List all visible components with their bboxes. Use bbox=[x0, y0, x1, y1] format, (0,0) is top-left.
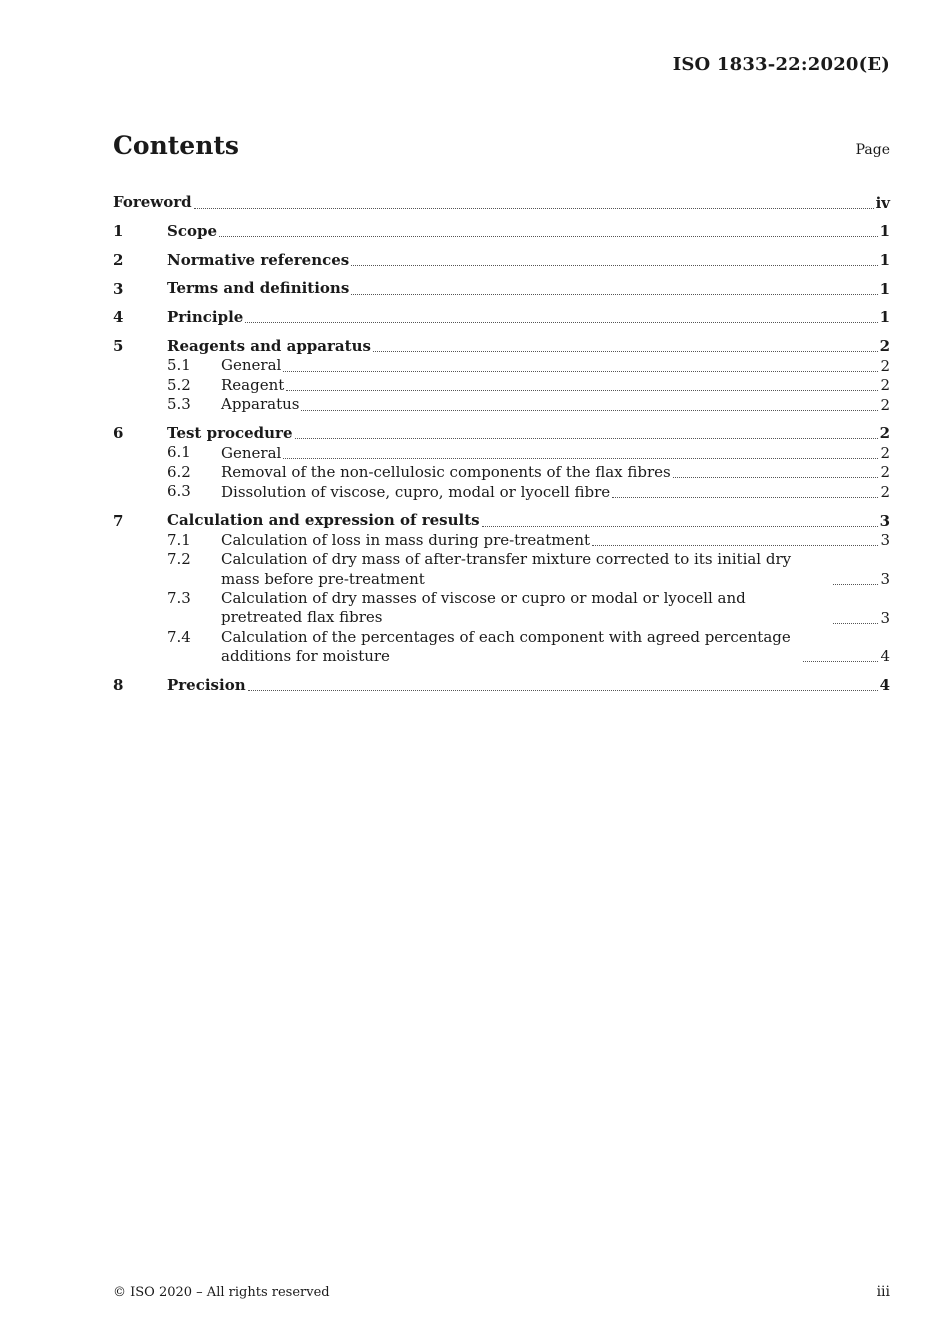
toc-entry-page: 4 bbox=[880, 647, 890, 666]
toc-entry-number: 7 bbox=[113, 511, 124, 530]
toc-entry-foreword[interactable] bbox=[113, 184, 890, 213]
toc-entry-title: Terms and definitions bbox=[167, 279, 350, 298]
toc-entry-page: 2 bbox=[880, 463, 890, 482]
toc-entry-test-procedure[interactable] bbox=[113, 415, 890, 444]
toc-entry-page: 2 bbox=[880, 395, 890, 414]
toc-entry-title: Calculation of dry masses of viscose or cupro or modal or lyocell and pretreated flax fibres bbox=[221, 589, 746, 627]
toc-entry-title: Calculation of loss in mass during pre-treatment bbox=[221, 530, 591, 549]
toc-entry-title: Principle bbox=[167, 308, 244, 327]
toc-entry-number: 5.1 bbox=[167, 356, 191, 375]
toc-entry-number: 7.1 bbox=[167, 530, 191, 549]
document-id: ISO 1833-22:2020(E) bbox=[672, 54, 890, 75]
toc-entry-page: 1 bbox=[879, 308, 890, 327]
toc-entry-number: 5.3 bbox=[167, 395, 191, 414]
toc-entry-page: 2 bbox=[880, 376, 890, 395]
toc-entry-title: Scope bbox=[167, 222, 218, 241]
dot-leader bbox=[351, 265, 877, 266]
dot-leader bbox=[592, 545, 878, 546]
toc-subentry-loss-in-mass[interactable] bbox=[113, 531, 890, 551]
toc-entry-page: 3 bbox=[880, 531, 890, 549]
dot-leader bbox=[245, 322, 877, 323]
toc-entry-page: 2 bbox=[879, 424, 890, 443]
dot-leader bbox=[194, 208, 874, 209]
toc-entry-calculation-and-expression[interactable] bbox=[113, 502, 890, 531]
dot-leader bbox=[219, 236, 878, 237]
toc-subentry-apparatus[interactable] bbox=[113, 395, 890, 415]
toc-entry-number: 6.2 bbox=[167, 462, 191, 481]
toc-entry-number: 2 bbox=[113, 251, 124, 270]
toc-entry-title: Removal of the non-cellulosic components of the flax fibres bbox=[221, 463, 671, 482]
page-title: Contents bbox=[113, 131, 240, 160]
toc-subentry-removal[interactable] bbox=[113, 463, 890, 483]
toc-entry-number: 6 bbox=[113, 424, 124, 443]
toc-entry-title: Calculation of the percentages of each component with agreed percentage additions for moisture bbox=[221, 627, 791, 666]
toc-entry-title: General bbox=[221, 356, 282, 375]
toc-entry-number: 1 bbox=[113, 222, 124, 241]
toc-entry-title: General bbox=[221, 443, 282, 462]
toc-entry-number: 6.3 bbox=[167, 482, 191, 501]
toc-entry-title: Apparatus bbox=[221, 395, 300, 414]
dot-leader bbox=[803, 661, 878, 662]
toc-entry-reagents-and-apparatus[interactable] bbox=[113, 327, 890, 356]
dot-leader bbox=[673, 477, 879, 478]
toc-entry-page: iv bbox=[875, 193, 890, 212]
dot-leader bbox=[351, 294, 877, 295]
dot-leader bbox=[248, 690, 878, 691]
toc-entry-title: Calculation and expression of results bbox=[167, 511, 480, 530]
toc-entry-title: Precision bbox=[167, 675, 246, 694]
toc-entry-number: 7.2 bbox=[167, 550, 191, 568]
toc-entry-scope[interactable] bbox=[113, 213, 890, 242]
toc-entry-principle[interactable] bbox=[113, 299, 890, 328]
toc-subentry-dissolution[interactable] bbox=[113, 482, 890, 502]
toc-entry-number: 5.2 bbox=[167, 375, 191, 394]
toc-entry-page: 1 bbox=[879, 222, 890, 241]
toc-entry-page: 3 bbox=[879, 511, 890, 530]
toc-entry-page: 4 bbox=[879, 676, 890, 695]
dot-leader bbox=[283, 458, 878, 459]
toc-subentry-dry-masses-viscose[interactable] bbox=[113, 589, 890, 628]
dot-leader bbox=[373, 351, 878, 352]
toc-entry-title: Calculation of dry mass of after-transfer mixture corrected to its initial dry mass before pre-treatment bbox=[221, 550, 792, 588]
toc-entry-page: 2 bbox=[880, 356, 890, 375]
dot-leader bbox=[295, 438, 878, 439]
page-number: iii bbox=[876, 1284, 890, 1300]
dot-leader bbox=[286, 390, 878, 391]
dot-leader bbox=[301, 410, 878, 411]
toc-entry-number: 6.1 bbox=[167, 443, 191, 462]
toc-entry-page: 1 bbox=[879, 279, 890, 298]
toc-entry-title: Foreword bbox=[113, 193, 192, 212]
toc-entry-number: 4 bbox=[113, 308, 124, 327]
toc-subentry-general[interactable] bbox=[113, 356, 890, 376]
dot-leader bbox=[283, 371, 878, 372]
toc-entry-number: 5 bbox=[113, 337, 124, 356]
dot-leader bbox=[612, 497, 878, 498]
toc-entry-page: 2 bbox=[879, 337, 890, 356]
toc-subentry-percentages[interactable] bbox=[113, 628, 890, 667]
toc-entry-title: Test procedure bbox=[167, 424, 293, 443]
toc-entry-page: 3 bbox=[880, 569, 890, 588]
toc-entry-number: 7.4 bbox=[167, 627, 191, 646]
toc-entry-normative-references[interactable] bbox=[113, 241, 890, 270]
toc-entry-page: 3 bbox=[880, 608, 890, 627]
toc-entry-title: Normative references bbox=[167, 250, 350, 269]
toc-subentry-dry-mass-after-transfer[interactable] bbox=[113, 550, 890, 589]
toc-entry-number: 8 bbox=[113, 676, 124, 695]
page-column-label: Page bbox=[855, 142, 890, 158]
toc-entry-title: Reagent bbox=[221, 375, 285, 394]
toc-entry-title: Dissolution of viscose, cupro, modal or lyocell fibre bbox=[221, 482, 611, 501]
table-of-contents bbox=[113, 184, 890, 695]
toc-entry-precision[interactable] bbox=[113, 666, 890, 695]
toc-subentry-general[interactable] bbox=[113, 443, 890, 463]
toc-entry-number: 3 bbox=[113, 279, 124, 298]
toc-entry-page: 2 bbox=[880, 482, 890, 501]
dot-leader bbox=[833, 584, 878, 585]
toc-subentry-reagent[interactable] bbox=[113, 376, 890, 396]
toc-entry-page: 2 bbox=[880, 443, 890, 462]
dot-leader bbox=[482, 526, 878, 527]
copyright-notice: © ISO 2020 – All rights reserved bbox=[113, 1285, 330, 1300]
toc-entry-number: 7.3 bbox=[167, 588, 191, 607]
toc-entry-title: Reagents and apparatus bbox=[167, 336, 371, 355]
toc-entry-page: 1 bbox=[879, 251, 890, 270]
dot-leader bbox=[833, 623, 878, 624]
toc-entry-terms-and-definitions[interactable] bbox=[113, 270, 890, 299]
